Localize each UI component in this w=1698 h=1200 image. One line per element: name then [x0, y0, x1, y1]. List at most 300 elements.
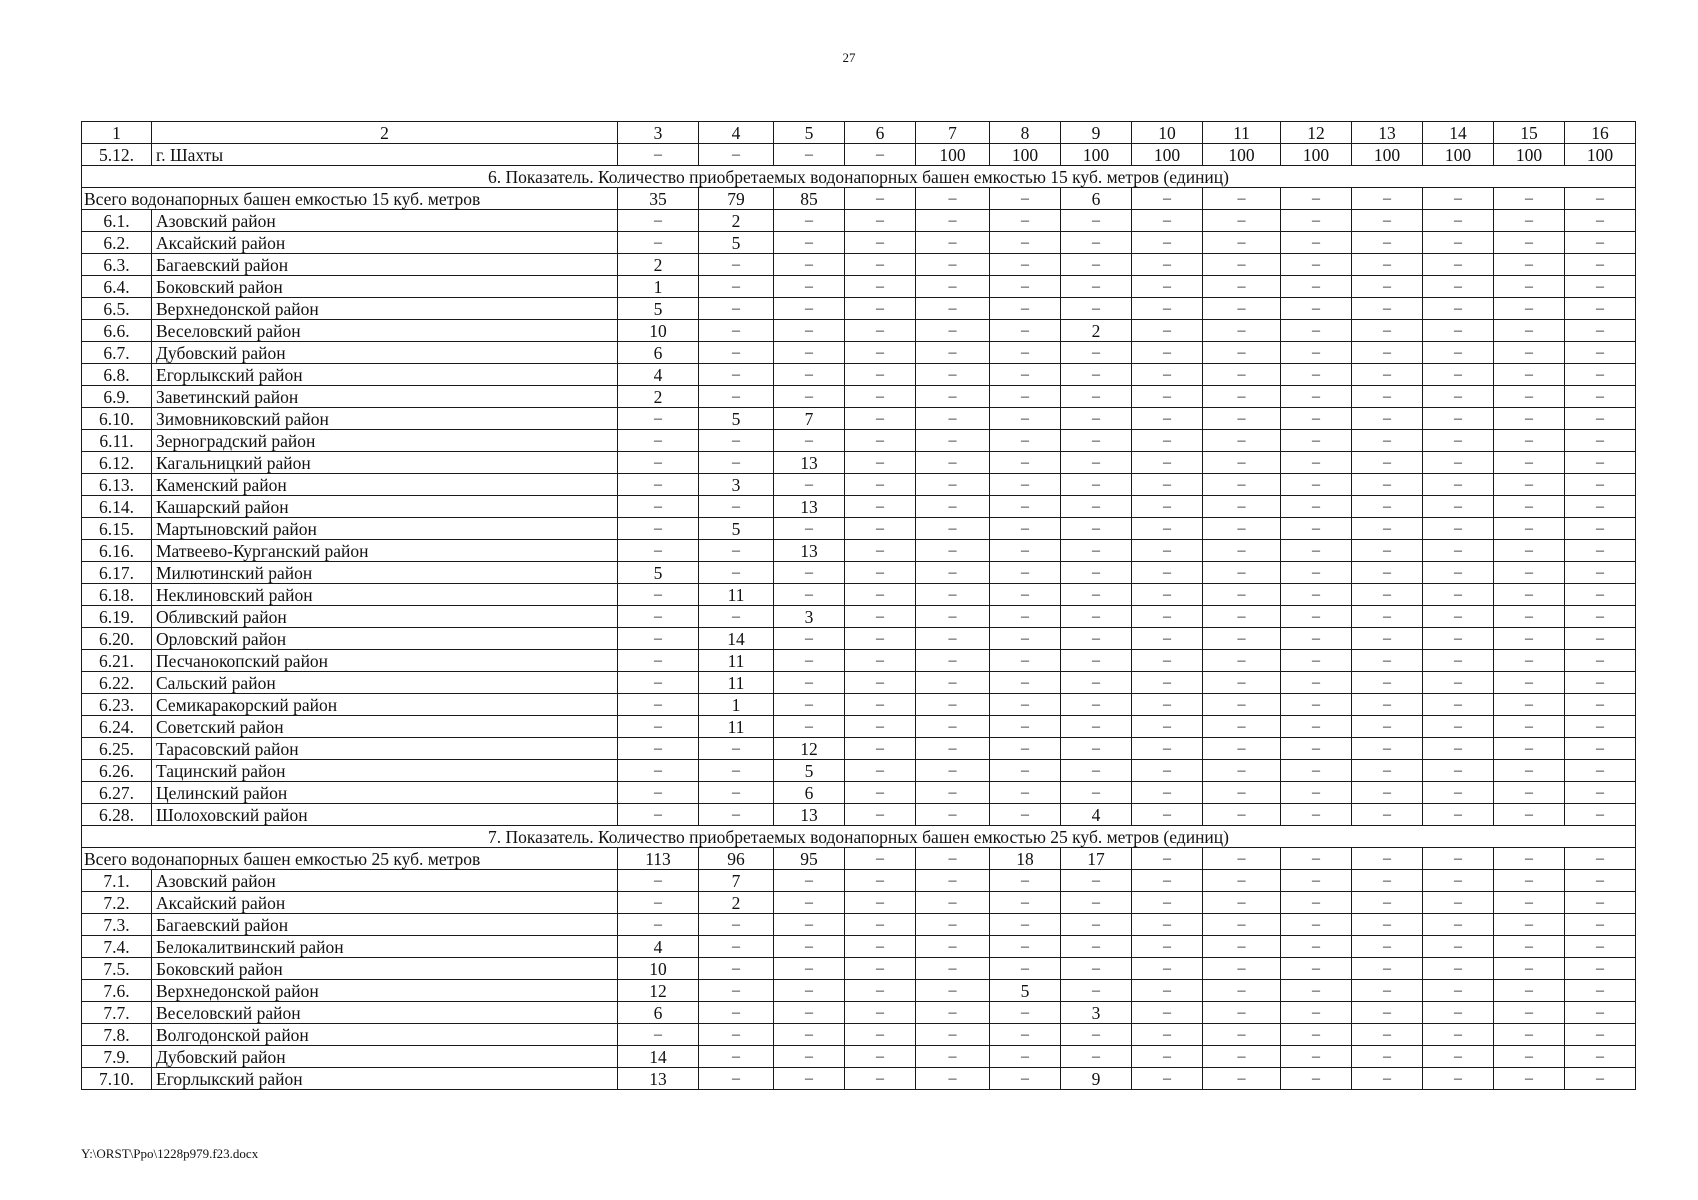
value-cell: 10: [618, 958, 699, 980]
value-cell: –: [1423, 804, 1494, 826]
column-number-cell: 10: [1132, 122, 1203, 144]
value-cell: –: [1494, 254, 1565, 276]
row-name: Верхнедонской район: [152, 980, 618, 1002]
total-value-cell: 18: [990, 848, 1061, 870]
table-row: [82, 584, 1636, 606]
value-cell: –: [1494, 870, 1565, 892]
value-cell: –: [774, 958, 845, 980]
value-cell: –: [699, 562, 774, 584]
value-cell: –: [1203, 1068, 1281, 1090]
value-cell: –: [916, 408, 990, 430]
value-cell: –: [699, 804, 774, 826]
value-cell: –: [1494, 672, 1565, 694]
value-cell: –: [1132, 694, 1203, 716]
value-cell: –: [1061, 716, 1132, 738]
value-cell: –: [699, 1024, 774, 1046]
value-cell: –: [1494, 386, 1565, 408]
value-cell: –: [1132, 474, 1203, 496]
value-cell: 3: [1061, 1002, 1132, 1024]
value-cell: –: [845, 452, 916, 474]
value-cell: –: [1132, 210, 1203, 232]
value-cell: –: [1565, 782, 1636, 804]
value-cell: –: [1132, 452, 1203, 474]
row-name: Багаевский район: [152, 254, 618, 276]
row-name: Тацинский район: [152, 760, 618, 782]
value-cell: –: [1203, 870, 1281, 892]
row-name: Мартыновский район: [152, 518, 618, 540]
value-cell: –: [774, 144, 845, 166]
value-cell: –: [1565, 430, 1636, 452]
value-cell: –: [1423, 210, 1494, 232]
value-cell: –: [699, 760, 774, 782]
value-cell: –: [1132, 936, 1203, 958]
value-cell: 100: [916, 144, 990, 166]
value-cell: –: [1281, 672, 1352, 694]
value-cell: –: [1352, 1068, 1423, 1090]
value-cell: –: [990, 1068, 1061, 1090]
value-cell: 5: [699, 232, 774, 254]
row-number: 6.19.: [82, 606, 152, 628]
value-cell: –: [916, 958, 990, 980]
value-cell: –: [1423, 936, 1494, 958]
value-cell: –: [618, 716, 699, 738]
value-cell: –: [1494, 496, 1565, 518]
value-cell: –: [845, 1046, 916, 1068]
value-cell: –: [1132, 276, 1203, 298]
value-cell: –: [1281, 980, 1352, 1002]
value-cell: –: [916, 276, 990, 298]
value-cell: –: [774, 210, 845, 232]
value-cell: –: [845, 474, 916, 496]
value-cell: –: [618, 628, 699, 650]
table-row: [82, 870, 1636, 892]
value-cell: –: [1423, 254, 1494, 276]
value-cell: –: [1203, 540, 1281, 562]
value-cell: –: [1423, 914, 1494, 936]
row-name: Семикаракорский район: [152, 694, 618, 716]
value-cell: –: [774, 518, 845, 540]
value-cell: 2: [699, 892, 774, 914]
row-name: Дубовский район: [152, 1046, 618, 1068]
value-cell: –: [1281, 914, 1352, 936]
value-cell: –: [845, 694, 916, 716]
value-cell: –: [1281, 606, 1352, 628]
row-number: 6.25.: [82, 738, 152, 760]
value-cell: –: [990, 408, 1061, 430]
value-cell: –: [1132, 342, 1203, 364]
table-row: [82, 1002, 1636, 1024]
value-cell: –: [1423, 716, 1494, 738]
total-value-cell: –: [1423, 848, 1494, 870]
value-cell: –: [1061, 342, 1132, 364]
value-cell: –: [1203, 562, 1281, 584]
value-cell: –: [1565, 606, 1636, 628]
value-cell: –: [845, 760, 916, 782]
value-cell: –: [699, 386, 774, 408]
value-cell: –: [916, 452, 990, 474]
value-cell: 7: [699, 870, 774, 892]
row-number: 6.1.: [82, 210, 152, 232]
row-number: 6.13.: [82, 474, 152, 496]
value-cell: –: [1494, 452, 1565, 474]
value-cell: –: [1132, 804, 1203, 826]
value-cell: 5: [699, 408, 774, 430]
row-number: 7.3.: [82, 914, 152, 936]
value-cell: –: [1281, 496, 1352, 518]
value-cell: –: [618, 496, 699, 518]
value-cell: –: [618, 914, 699, 936]
table-row: [82, 254, 1636, 276]
value-cell: –: [618, 782, 699, 804]
value-cell: –: [845, 210, 916, 232]
value-cell: –: [1565, 584, 1636, 606]
value-cell: –: [774, 1068, 845, 1090]
row-name: Белокалитвинский район: [152, 936, 618, 958]
value-cell: –: [916, 540, 990, 562]
table-row: [82, 276, 1636, 298]
value-cell: 13: [774, 496, 845, 518]
table-row: [82, 518, 1636, 540]
table-row: [82, 738, 1636, 760]
value-cell: –: [1132, 408, 1203, 430]
total-value-cell: –: [1565, 848, 1636, 870]
value-cell: –: [1132, 1002, 1203, 1024]
total-value-cell: 113: [618, 848, 699, 870]
value-cell: –: [1423, 738, 1494, 760]
value-cell: –: [990, 298, 1061, 320]
value-cell: –: [990, 386, 1061, 408]
value-cell: –: [699, 782, 774, 804]
value-cell: –: [1203, 628, 1281, 650]
value-cell: –: [916, 364, 990, 386]
value-cell: –: [1203, 914, 1281, 936]
value-cell: –: [1203, 716, 1281, 738]
value-cell: –: [774, 386, 845, 408]
row-name: Егорлыкский район: [152, 364, 618, 386]
value-cell: –: [990, 364, 1061, 386]
table-row: [82, 1024, 1636, 1046]
value-cell: –: [1203, 584, 1281, 606]
value-cell: 1: [699, 694, 774, 716]
value-cell: –: [1423, 232, 1494, 254]
value-cell: –: [1132, 716, 1203, 738]
value-cell: –: [1565, 562, 1636, 584]
value-cell: –: [916, 716, 990, 738]
row-name: Тарасовский район: [152, 738, 618, 760]
value-cell: –: [774, 342, 845, 364]
value-cell: –: [1281, 342, 1352, 364]
value-cell: –: [845, 298, 916, 320]
value-cell: –: [1203, 1024, 1281, 1046]
data-table: [81, 121, 1636, 1090]
value-cell: –: [1423, 364, 1494, 386]
value-cell: –: [916, 650, 990, 672]
value-cell: –: [618, 452, 699, 474]
value-cell: –: [1352, 672, 1423, 694]
total-value-cell: 79: [699, 188, 774, 210]
value-cell: –: [774, 650, 845, 672]
value-cell: –: [1281, 320, 1352, 342]
total-value-cell: –: [1281, 848, 1352, 870]
value-cell: –: [1132, 738, 1203, 760]
value-cell: –: [1494, 716, 1565, 738]
value-cell: –: [1061, 496, 1132, 518]
table-body: [82, 122, 1636, 1090]
value-cell: –: [1061, 650, 1132, 672]
row-name: Заветинский район: [152, 386, 618, 408]
value-cell: –: [1423, 320, 1494, 342]
value-cell: –: [1132, 958, 1203, 980]
value-cell: –: [1352, 606, 1423, 628]
value-cell: –: [699, 254, 774, 276]
value-cell: –: [1281, 474, 1352, 496]
value-cell: –: [1132, 650, 1203, 672]
value-cell: –: [1061, 254, 1132, 276]
value-cell: –: [1494, 518, 1565, 540]
value-cell: –: [1423, 606, 1494, 628]
column-number-cell: 12: [1281, 122, 1352, 144]
row-number: 6.11.: [82, 430, 152, 452]
row-name: Кашарский район: [152, 496, 618, 518]
value-cell: –: [1494, 232, 1565, 254]
value-cell: –: [618, 1024, 699, 1046]
value-cell: –: [845, 716, 916, 738]
value-cell: –: [1494, 804, 1565, 826]
value-cell: –: [1203, 452, 1281, 474]
value-cell: –: [990, 1024, 1061, 1046]
column-number-cell: 4: [699, 122, 774, 144]
value-cell: –: [1494, 276, 1565, 298]
value-cell: –: [1203, 496, 1281, 518]
value-cell: –: [1132, 298, 1203, 320]
value-cell: –: [1203, 320, 1281, 342]
total-value-cell: –: [1494, 188, 1565, 210]
table-row: [82, 364, 1636, 386]
value-cell: –: [1061, 672, 1132, 694]
value-cell: –: [990, 628, 1061, 650]
value-cell: –: [916, 892, 990, 914]
total-value-cell: –: [845, 188, 916, 210]
row-number: 6.9.: [82, 386, 152, 408]
row-name: Кагальницкий район: [152, 452, 618, 474]
value-cell: –: [845, 584, 916, 606]
value-cell: –: [1132, 320, 1203, 342]
value-cell: –: [1494, 958, 1565, 980]
value-cell: –: [1423, 892, 1494, 914]
value-cell: –: [845, 870, 916, 892]
value-cell: 13: [774, 540, 845, 562]
value-cell: 100: [1565, 144, 1636, 166]
row-name: Аксайский район: [152, 232, 618, 254]
value-cell: –: [990, 716, 1061, 738]
page-number: 27: [842, 50, 856, 65]
value-cell: –: [1494, 364, 1565, 386]
value-cell: –: [618, 606, 699, 628]
value-cell: –: [916, 342, 990, 364]
value-cell: –: [1423, 760, 1494, 782]
value-cell: –: [1423, 958, 1494, 980]
value-cell: –: [774, 320, 845, 342]
value-cell: –: [774, 276, 845, 298]
value-cell: –: [1281, 276, 1352, 298]
row-number: 6.7.: [82, 342, 152, 364]
value-cell: –: [1203, 738, 1281, 760]
value-cell: –: [1281, 518, 1352, 540]
value-cell: –: [916, 386, 990, 408]
value-cell: –: [1061, 430, 1132, 452]
value-cell: –: [699, 342, 774, 364]
value-cell: –: [916, 320, 990, 342]
value-cell: –: [990, 562, 1061, 584]
value-cell: –: [990, 914, 1061, 936]
row-name: Азовский район: [152, 210, 618, 232]
row-name: Обливский район: [152, 606, 618, 628]
value-cell: –: [1352, 254, 1423, 276]
table-row: [82, 782, 1636, 804]
column-number-cell: 14: [1423, 122, 1494, 144]
value-cell: –: [1132, 386, 1203, 408]
row-number: 7.10.: [82, 1068, 152, 1090]
value-cell: –: [1423, 342, 1494, 364]
row-number: 7.4.: [82, 936, 152, 958]
column-number-cell: 16: [1565, 122, 1636, 144]
value-cell: 2: [1061, 320, 1132, 342]
value-cell: –: [1061, 606, 1132, 628]
total-value-cell: –: [990, 188, 1061, 210]
value-cell: –: [1281, 232, 1352, 254]
value-cell: –: [1494, 694, 1565, 716]
row-number: 7.5.: [82, 958, 152, 980]
value-cell: –: [845, 518, 916, 540]
row-number: 6.2.: [82, 232, 152, 254]
value-cell: –: [1281, 1068, 1352, 1090]
value-cell: 4: [618, 936, 699, 958]
value-cell: –: [774, 254, 845, 276]
row-number: 6.24.: [82, 716, 152, 738]
value-cell: –: [1494, 782, 1565, 804]
total-value-cell: –: [1203, 848, 1281, 870]
table-row: [82, 672, 1636, 694]
value-cell: 2: [618, 386, 699, 408]
column-number-cell: 1: [82, 122, 152, 144]
row-number: 7.9.: [82, 1046, 152, 1068]
value-cell: –: [699, 1046, 774, 1068]
section-title: 6. Показатель. Количество приобретаемых водонапорных башен емкостью 15 куб. метров (единиц): [82, 166, 1636, 188]
value-cell: –: [1132, 364, 1203, 386]
value-cell: –: [845, 672, 916, 694]
value-cell: 3: [774, 606, 845, 628]
value-cell: –: [845, 650, 916, 672]
value-cell: –: [774, 1046, 845, 1068]
value-cell: –: [1423, 452, 1494, 474]
row-number: 6.21.: [82, 650, 152, 672]
value-cell: 11: [699, 672, 774, 694]
value-cell: –: [1061, 584, 1132, 606]
value-cell: –: [1494, 936, 1565, 958]
row-number: 6.10.: [82, 408, 152, 430]
value-cell: –: [774, 474, 845, 496]
value-cell: –: [845, 144, 916, 166]
section-title-row: [82, 166, 1636, 188]
table-row: [82, 210, 1636, 232]
value-cell: 13: [618, 1068, 699, 1090]
value-cell: –: [1281, 628, 1352, 650]
table-row: [82, 562, 1636, 584]
value-cell: –: [1423, 540, 1494, 562]
value-cell: –: [916, 1002, 990, 1024]
value-cell: 4: [1061, 804, 1132, 826]
value-cell: –: [1423, 1024, 1494, 1046]
total-value-cell: –: [845, 848, 916, 870]
value-cell: –: [990, 430, 1061, 452]
value-cell: –: [845, 804, 916, 826]
value-cell: –: [1352, 936, 1423, 958]
value-cell: –: [990, 276, 1061, 298]
value-cell: –: [990, 518, 1061, 540]
row-number: 6.22.: [82, 672, 152, 694]
value-cell: –: [1203, 606, 1281, 628]
table-row: [82, 892, 1636, 914]
value-cell: –: [774, 892, 845, 914]
row-number: 6.14.: [82, 496, 152, 518]
total-row: [82, 848, 1636, 870]
value-cell: –: [990, 760, 1061, 782]
value-cell: –: [1132, 1024, 1203, 1046]
value-cell: –: [1565, 914, 1636, 936]
value-cell: –: [916, 562, 990, 584]
value-cell: –: [1061, 518, 1132, 540]
value-cell: –: [845, 408, 916, 430]
table-row: [82, 1068, 1636, 1090]
total-value-cell: –: [1494, 848, 1565, 870]
value-cell: –: [1061, 298, 1132, 320]
value-cell: –: [1352, 540, 1423, 562]
table-row: [82, 342, 1636, 364]
row-name: Азовский район: [152, 870, 618, 892]
value-cell: –: [916, 254, 990, 276]
value-cell: –: [699, 936, 774, 958]
row-number: 6.15.: [82, 518, 152, 540]
value-cell: –: [1423, 386, 1494, 408]
value-cell: –: [1281, 804, 1352, 826]
value-cell: –: [1061, 760, 1132, 782]
value-cell: –: [774, 298, 845, 320]
value-cell: –: [1132, 606, 1203, 628]
value-cell: –: [1565, 628, 1636, 650]
row-name: Песчанокопский район: [152, 650, 618, 672]
value-cell: –: [1132, 430, 1203, 452]
row-number: 6.4.: [82, 276, 152, 298]
value-cell: –: [845, 254, 916, 276]
value-cell: –: [1423, 650, 1494, 672]
row-name: Боковский район: [152, 958, 618, 980]
value-cell: –: [699, 452, 774, 474]
value-cell: –: [990, 782, 1061, 804]
value-cell: –: [1352, 782, 1423, 804]
value-cell: –: [845, 958, 916, 980]
value-cell: 5: [774, 760, 845, 782]
row-name: Целинский район: [152, 782, 618, 804]
value-cell: –: [1423, 298, 1494, 320]
value-cell: –: [618, 210, 699, 232]
value-cell: –: [916, 782, 990, 804]
value-cell: –: [1565, 540, 1636, 562]
value-cell: –: [1203, 936, 1281, 958]
value-cell: –: [845, 232, 916, 254]
row-number: 6.6.: [82, 320, 152, 342]
value-cell: –: [1565, 716, 1636, 738]
value-cell: 14: [618, 1046, 699, 1068]
